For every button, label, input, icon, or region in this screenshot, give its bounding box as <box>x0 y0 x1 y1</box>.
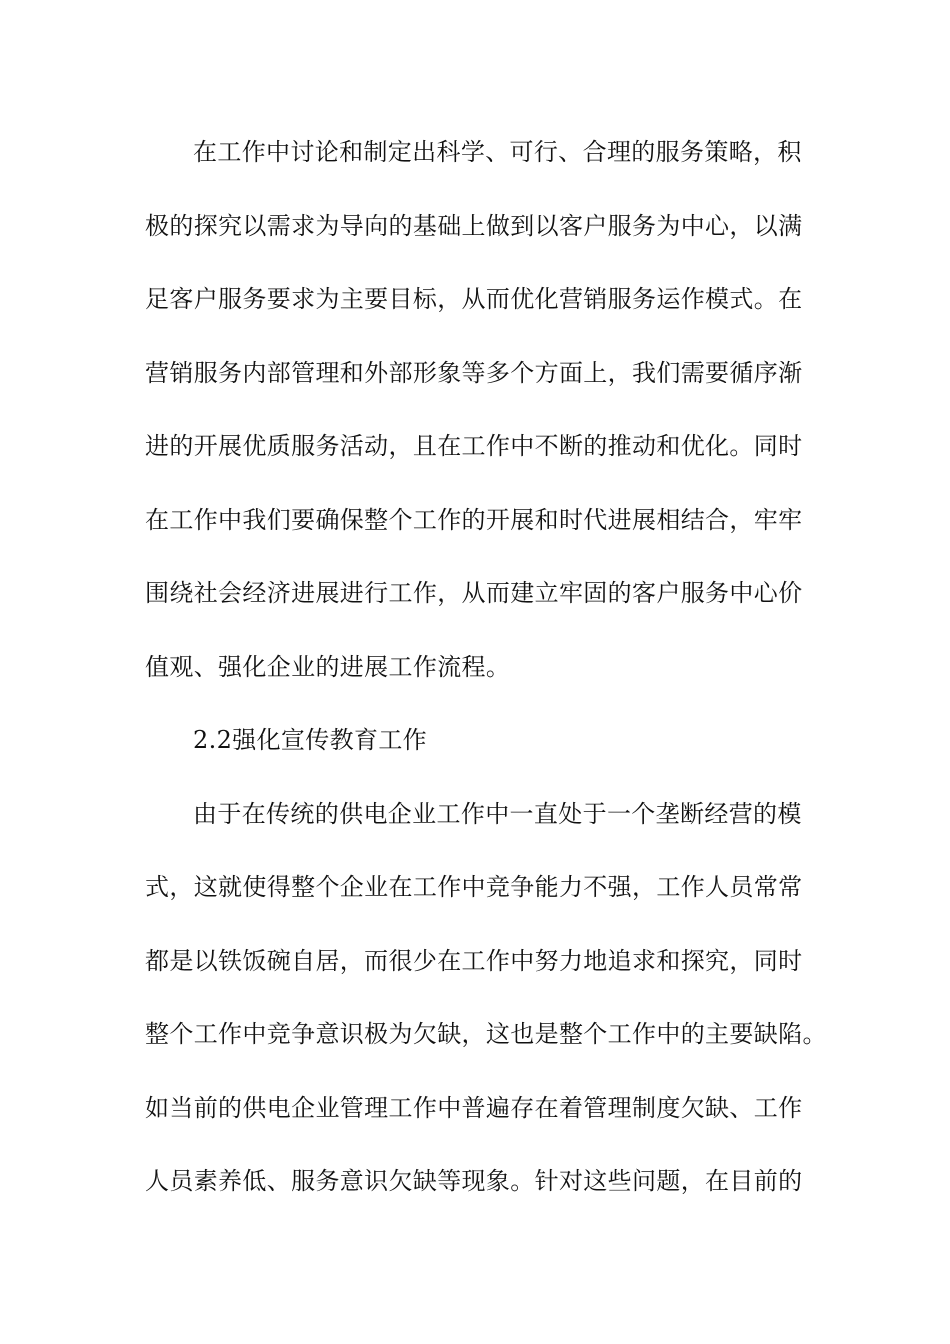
paragraph-line-7: 围绕社会经济进展进行工作，从而建立牢固的客户服务中心价 <box>145 579 803 607</box>
paragraph-line-3: 足客户服务要求为主要目标，从而优化营销服务运作模式。在 <box>145 285 803 313</box>
paragraph-line-2: 极的探究以需求为导向的基础上做到以客户服务为中心，以满 <box>145 211 803 240</box>
body-text <box>145 128 827 1231</box>
paragraph-line-6: 在工作中我们要确保整个工作的开展和时代进展相结合，牢牢 <box>145 505 803 534</box>
paragraph-line-8: 值观、强化企业的进展工作流程。 <box>145 652 511 681</box>
paragraph-line-5: 进的开展优质服务活动，且在工作中不断的推动和优化。同时 <box>145 432 803 460</box>
paragraph-line-13: 如当前的供电企业管理工作中普遍存在着管理制度欠缺、工作 <box>145 1093 803 1122</box>
paragraph-line-1: 在工作中讨论和制定出科学、可行、合理的服务策略，积 <box>193 138 802 166</box>
section-heading: 2.2强化宣传教育工作 <box>193 726 428 754</box>
paragraph-line-12: 整个工作中竞争意识极为欠缺，这也是整个工作中的主要缺陷。 <box>145 1020 827 1048</box>
paragraph-line-14: 人员素养低、服务意识欠缺等现象。针对这些问题，在目前的 <box>145 1167 803 1195</box>
paragraph-line-10: 式，这就使得整个企业在工作中竞争能力不强，工作人员常常 <box>145 873 803 901</box>
paragraph-line-9: 由于在传统的供电企业工作中一直处于一个垄断经营的模 <box>193 799 802 828</box>
paragraph-line-4: 营销服务内部管理和外部形象等多个方面上，我们需要循序渐 <box>145 358 803 387</box>
paragraph-line-11: 都是以铁饭碗自居，而很少在工作中努力地追求和探究，同时 <box>145 946 803 975</box>
